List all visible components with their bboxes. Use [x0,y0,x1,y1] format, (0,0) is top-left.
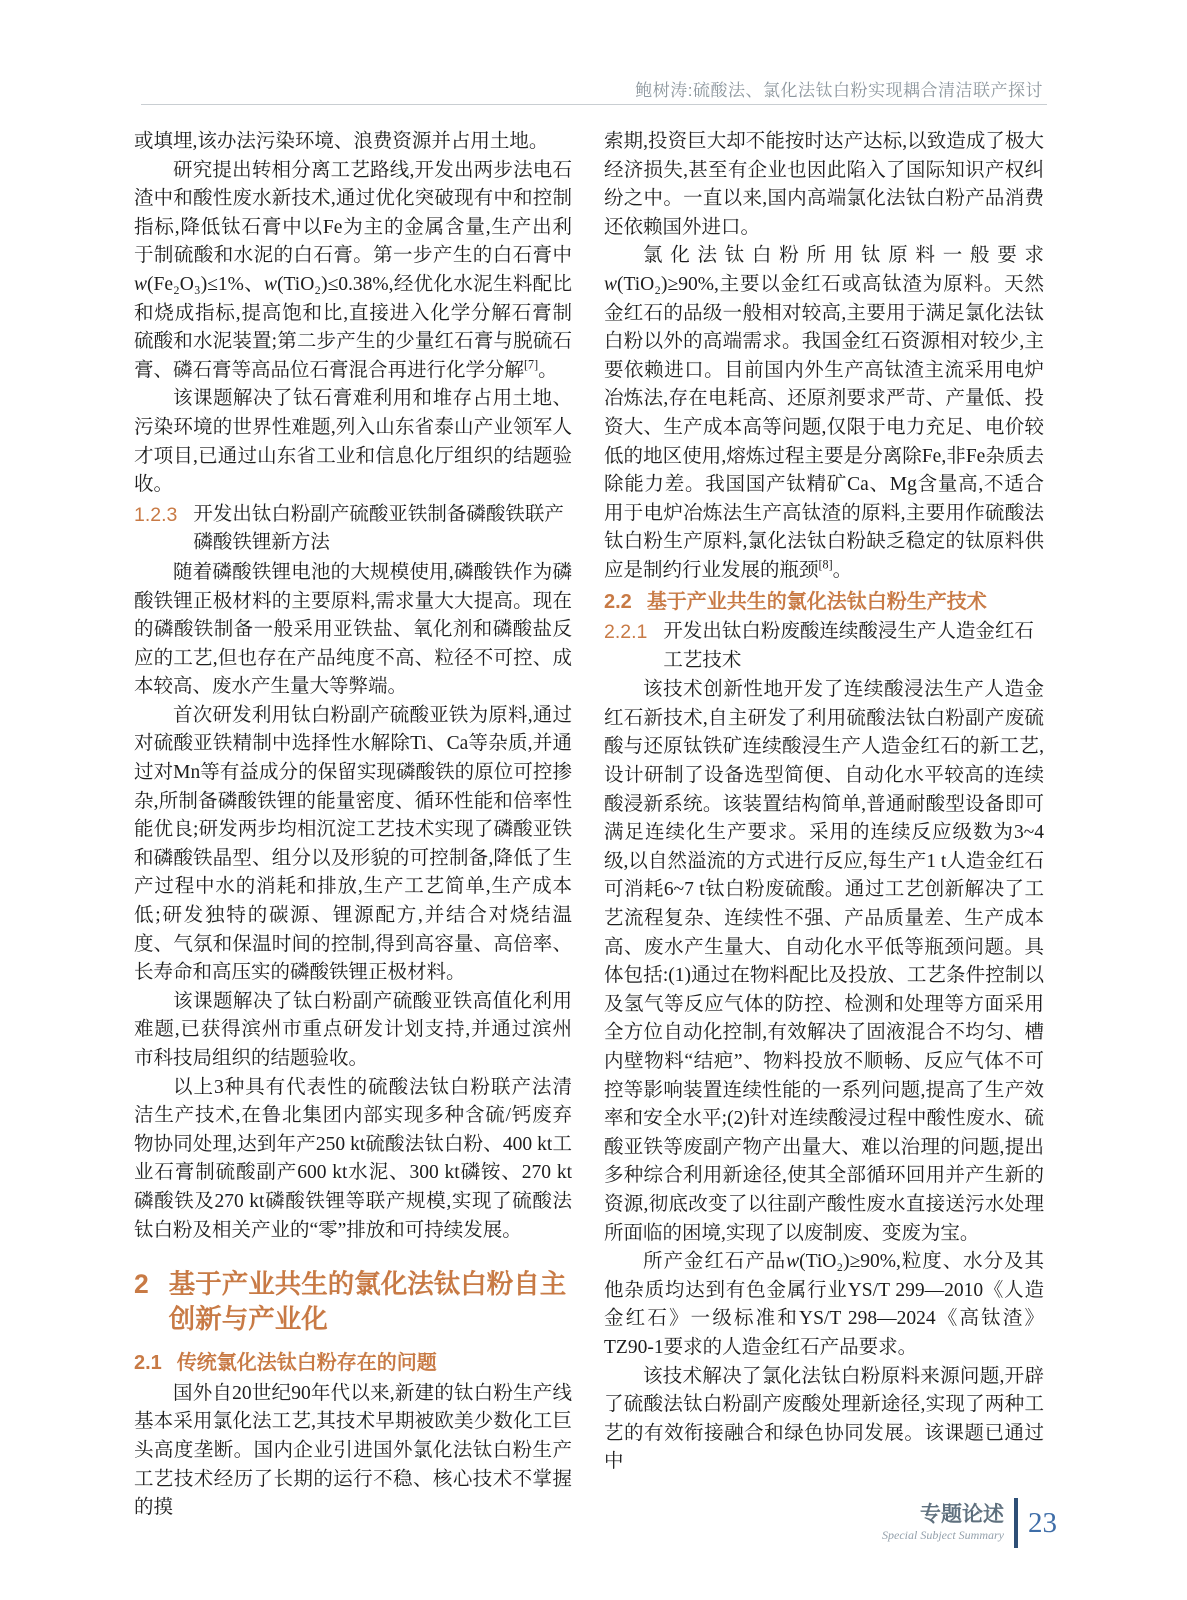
paragraph: 随着磷酸铁锂电池的大规模使用,磷酸铁作为磷酸铁锂正极材料的主要原料,需求量大大提高。现在的磷酸铁制备一般采用亚铁盐、氧化剂和磷酸盐反应的工艺,但也存在产品纯度不高、粒径不可控、成本较高、废水产生量大等弊端。 [134,561,572,698]
page-number: 23 [1028,1506,1057,1539]
section-title: 传统氯化法钛白粉存在的问题 [176,1352,437,1375]
footer-section-labels [882,1503,1004,1543]
section-heading-2-2-1 [604,618,1044,675]
section-title: 开发出钛白粉副产硫酸亚铁制备磷酸铁联产磷酸铁锂新方法 [193,503,564,554]
right-column [604,128,1044,1477]
paragraph: 该课题解决了钛石膏难利用和堆存占用土地、污染环境的世界性难题,列入山东省泰山产业领军人才项目,已通过山东省工业和信息化厅组织的结题验收。 [134,388,572,496]
section-number: 1.2.3 [134,503,178,526]
paragraph: 氯化法钛白粉所用钛原料一般要求w(TiO₂)≥90%,主要以金红石或高钛渣为原料。天然金红石的品级一般相对较高,主要用于满足氯化法钛白粉以外的高端需求。我国金红石资源相对较少,主要依赖进口。目前国内外生产高钛渣主流采用电炉冶炼法,存在电耗高、还原剂要求严苛、产量低、投资大、生产成本高等问题,仅限于电力充足、电价较低的地区使用,熔炼过程主要是分离除Fe,非Fe杂质去除能力差。我国国产钛精矿Ca、Mg含量高,不适合用于电炉冶炼法生产高钛渣的原料,主要用作硫酸法钛白粉生产原料,氯化法钛白粉缺乏稳定的钛原料供应是制约行业发展的瓶颈[8]。 [604,245,1044,581]
paragraph: 国外自20世纪90年代以来,新建的钛白粉生产线基本采用氯化法工艺,其技术早期被欧美少数化工巨头高度垄断。国内企业引进国外氯化法钛白粉生产工艺技术经历了长期的运行不稳、核心技术不掌握的摸 [134,1382,572,1519]
paragraph: 该技术创新性地开发了连续酸浸法生产人造金红石新技术,自主研发了利用硫酸法钛白粉副产废硫酸与还原钛铁矿连续酸浸生产人造金红石的新工艺,设计研制了设备选型简便、自动化水平较高的连续酸浸新系统。该装置结构简单,普通耐酸型设备即可满足连续化生产要求。采用的连续反应级数为3~4级,以自然溢流的方式进行反应,每生产1 t人造金红石可消耗6~7 t钛白粉废硫酸。通过工艺创新解决了工艺流程复杂、连续性不强、产品质量差、生产成本高、废水产生量大、自动化水平低等瓶颈问题。具体包括:(1)通过在物料配比及投放、工艺条件控制以及氢气等反应气体的防控、检测和处理等方面采用全方位自动化控制,有效解决了固液混合不均匀、槽内壁物料“结疤”、物料投放不顺畅、反应气体不可控等影响装置连续性能的一系列问题,提高了生产效率和安全水平;(2)针对连续酸浸过程中酸性废水、硫酸亚铁等废副产物产出量大、难以治理的问题,提出多种综合利用新途径,使其全部循环回用并产生新的资源,彻底改变了以往副产酸性废水直接送污水处理所面临的困境,实现了以废制废、变废为宝。 [604,679,1044,1244]
section-heading-1-2-3 [134,501,572,558]
section-number: 2.1 [134,1352,162,1375]
paragraph: 所产金红石产品w(TiO₂)≥90%,粒度、水分及其他杂质均达到有色金属行业YS/T 299—2010《人造金红石》一级标准和YS/T 298—2024《高钛渣》TZ90-1要求的人造金红石产品要求。 [604,1251,1044,1358]
section-heading-2 [134,1267,572,1337]
section-heading-2-2 [604,588,1044,617]
paragraph: 首次研发利用钛白粉副产硫酸亚铁为原料,通过对硫酸亚铁精制中选择性水解除Ti、Ca等杂质,并通过对Mn等有益成分的保留实现磷酸铁的原位可控掺杂,所制备磷酸铁锂的能量密度、循环性能和倍率性能优良;研发两步均相沉淀工艺技术实现了磷酸亚铁和磷酸铁晶型、组分以及形貌的可控制备,降低了生产过程中水的消耗和排放,生产工艺简单,生产成本低;研发独特的碳源、锂源配方,并结合对烧结温度、气氛和保温时间的控制,得到高容量、高倍率、长寿命和高压实的磷酸铁锂正极材料。 [134,704,572,984]
paragraph: 该课题解决了钛白粉副产硫酸亚铁高值化利用难题,已获得滨州市重点研发计划支持,并通过滨州市科技局组织的结题验收。 [134,990,572,1069]
section-title: 基于产业共生的氯化法钛白粉生产技术 [646,590,987,613]
footer-section-label-cn: 专题论述 [920,1503,1004,1526]
paragraph: 索期,投资巨大却不能按时达产达标,以致造成了极大经济损失,甚至有企业也因此陷入了国际知识产权纠纷之中。一直以来,国内高端氯化法钛白粉产品消费还依赖国外进口。 [604,131,1044,238]
paragraph: 或填埋,该办法污染环境、浪费资源并占用土地。 [134,131,549,152]
section-number: 2 [134,1269,149,1300]
section-title: 基于产业共生的氯化法钛白粉自主创新与产业化 [168,1269,567,1335]
header-rule [141,104,1047,105]
footer-divider-bar [1014,1498,1018,1548]
running-header-title: 鲍树涛:硫酸法、氯化法钛白粉实现耦合清洁联产探讨 [635,81,1043,100]
left-column [134,128,572,1523]
section-number: 2.2.1 [604,621,648,644]
section-number: 2.2 [604,590,632,613]
paragraph: 以上3种具有代表性的硫酸法钛白粉联产法清洁生产技术,在鲁北集团内部实现多种含硫/钙废弃物协同处理,达到年产250 kt硫酸法钛白粉、400 kt工业石膏制硫酸副产600 kt水泥、300 kt磷铵、270 kt磷酸铁及270 kt磷酸铁锂等联产规模,实现了硫酸法钛白粉及相关产业的“零”排放和可持续发展。 [134,1076,572,1241]
footer-section-label-en: Special Subject Summary [882,1528,1004,1542]
paragraph: 该技术解决了氯化法钛白粉原料来源问题,开辟了硫酸法钛白粉副产废酸处理新途径,实现了两种工艺的有效衔接融合和绿色协同发展。该课题已通过中 [604,1365,1044,1473]
section-title: 开发出钛白粉废酸连续酸浸生产人造金红石工艺技术 [663,621,1034,671]
paragraph: 研究提出转相分离工艺路线,开发出两步法电石渣中和酸性废水新技术,通过优化突破现有中和控制指标,降低钛石膏中以Fe为主的金属含量,生产出利于制硫酸和水泥的白石膏。第一步产生的白石膏中w(Fe₂O₃)≤1%、w(TiO₂)≤0.38%,经优化水泥生料配比和烧成指标,提高饱和比,直接进入化学分解石膏制硫酸和水泥装置;第二步产生的少量红石膏与脱硫石膏、磷石膏等高品位石膏混合再进行化学分解[7]。 [134,159,572,381]
section-heading-2-1 [134,1349,572,1378]
page-footer [882,1498,1057,1548]
